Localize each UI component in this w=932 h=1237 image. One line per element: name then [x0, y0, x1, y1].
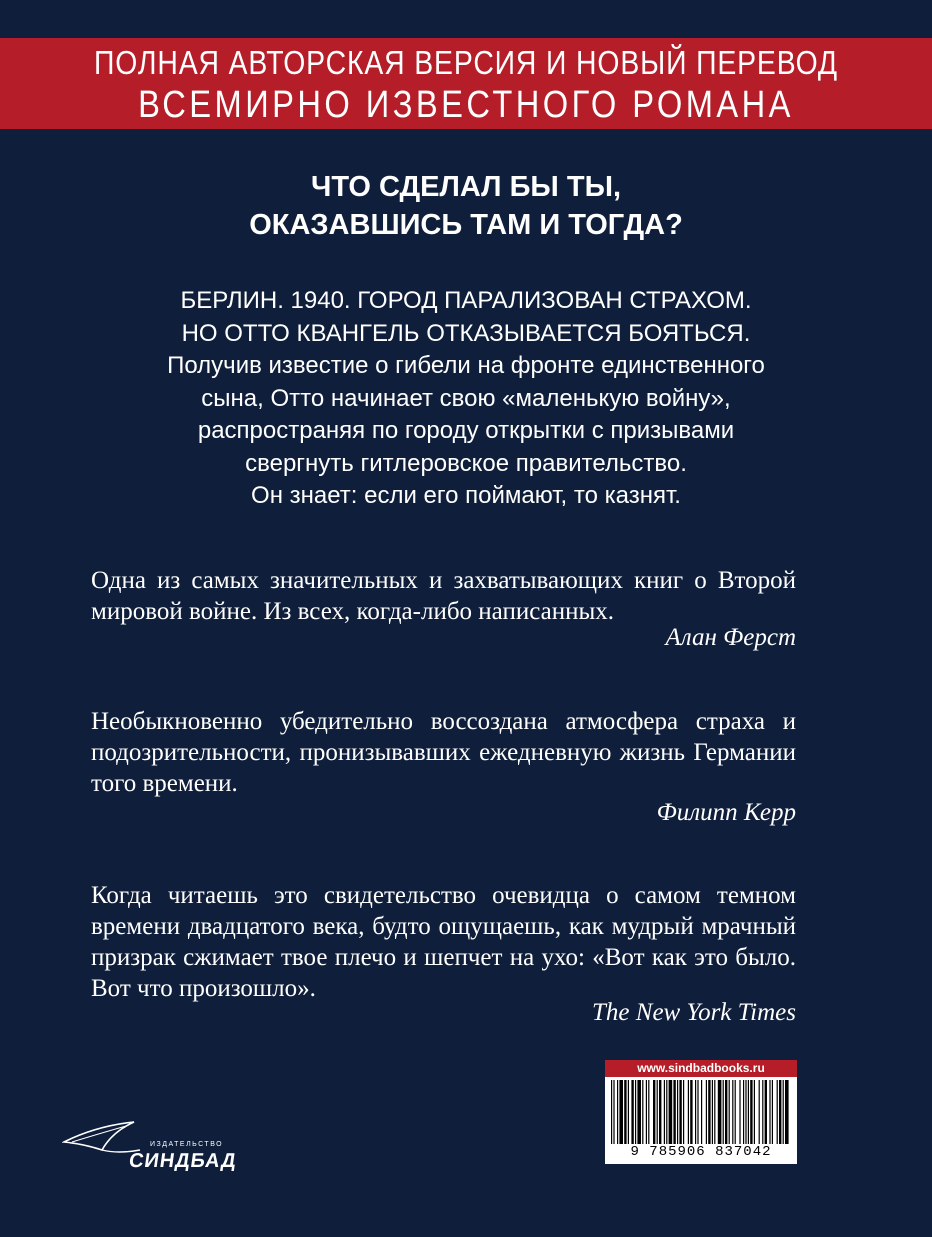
- barcode-bar: [725, 1080, 727, 1144]
- review-author-3: The New York Times: [592, 999, 796, 1026]
- blurb-line: Он знает: если его поймают, то казнят.: [251, 482, 681, 509]
- blurb-line: сына, Отто начинает свою «маленькую войну»,: [201, 385, 731, 412]
- barcode-bar: [701, 1080, 702, 1144]
- barcode-bar: [619, 1080, 623, 1144]
- barcode-bar: [631, 1080, 633, 1144]
- barcode-bar: [729, 1080, 730, 1144]
- barcode-bar: [750, 1080, 752, 1144]
- barcode-bar: [657, 1080, 658, 1144]
- barcode-bar: [732, 1080, 733, 1144]
- isbn-number: 9 785906 837042: [630, 1144, 772, 1160]
- barcode-bar: [688, 1080, 689, 1144]
- barcode-bar: [769, 1080, 770, 1144]
- barcode-bar: [690, 1080, 692, 1144]
- website-link[interactable]: www.sindbadbooks.ru: [605, 1060, 797, 1077]
- barcode-bar: [617, 1080, 618, 1144]
- barcode-bar: [739, 1080, 740, 1144]
- barcode-bar: [642, 1080, 643, 1144]
- barcode-bar: [723, 1080, 724, 1144]
- barcode-bar: [745, 1080, 746, 1144]
- publisher-label: ИЗДАТЕЛЬСТВО: [150, 1141, 224, 1148]
- barcode-bar: [712, 1080, 713, 1144]
- barcode-bar: [706, 1080, 707, 1144]
- barcode-bar: [659, 1080, 661, 1144]
- barcode-bar: [653, 1080, 655, 1144]
- barcode-bar: [765, 1080, 767, 1144]
- barcode-bar: [624, 1080, 626, 1144]
- barcode-bar: [673, 1080, 675, 1144]
- banner-line-1: ПОЛНАЯ АВТОРСКАЯ ВЕРСИЯ И НОВЫЙ ПЕРЕВОД: [94, 44, 838, 81]
- barcode-bar: [777, 1080, 778, 1144]
- barcode-bar: [772, 1080, 773, 1144]
- barcode-bar: [743, 1080, 744, 1144]
- barcode-bar: [637, 1080, 641, 1144]
- barcode-bar: [697, 1080, 698, 1144]
- blurb-line: свергнуть гитлеровское правительство.: [245, 450, 687, 477]
- barcode-bar: [718, 1080, 722, 1144]
- barcode-bar: [613, 1080, 614, 1144]
- barcode-bars: [611, 1080, 791, 1144]
- barcode-bar: [666, 1080, 667, 1144]
- barcode-bar: [785, 1080, 789, 1144]
- barcode-bar: [677, 1080, 678, 1144]
- headline-line-2: ОКАЗАВШИСЬ ТАМ И ТОГДА?: [249, 209, 683, 241]
- barcode-bar: [683, 1080, 684, 1144]
- barcode-bar: [754, 1080, 755, 1144]
- barcode-bar: [762, 1080, 763, 1144]
- review-author-2: Филипп Керр: [656, 799, 796, 826]
- publisher-name: СИНДБАД: [127, 1150, 239, 1172]
- barcode-bar: [628, 1080, 629, 1144]
- barcode-bar: [669, 1080, 673, 1144]
- barcode-bar: [611, 1080, 612, 1144]
- barcode-bar: [708, 1080, 710, 1144]
- barcode-bar: [646, 1080, 647, 1144]
- review-quote-1: Одна из самых значительных и захватывающих книг о Второй мировой войне. Из всех, когда-либо написанных.: [91, 567, 796, 625]
- barcode-bar: [783, 1080, 784, 1144]
- barcode-panel: [605, 1060, 797, 1164]
- banner-line-2: ВСЕМИРНО ИЗВЕСТНОГО РОМАНА: [138, 84, 794, 126]
- barcode-bar: [759, 1080, 760, 1144]
- blurb-line: распространяя по городу открытки с призывами: [197, 417, 735, 444]
- blurb-line: Получив известие о гибели на фронте единственного: [167, 352, 765, 379]
- barcode-bar: [779, 1080, 781, 1144]
- barcode-bar: [695, 1080, 696, 1144]
- review-author-1: Алан Ферст: [665, 624, 796, 651]
- barcode-bar: [748, 1080, 749, 1144]
- barcode-bar: [735, 1080, 736, 1144]
- barcode-bar: [714, 1080, 715, 1144]
- barcode-bar: [635, 1080, 636, 1144]
- review-quote-3: Когда читаешь это свидетельство очевидца о самом темном времени двадцатого века, будто ощущаешь, как мудрый мрачный призрак сжимает твое плечо и шепчет на ухо: «Вот как это было. Вот что произошло».: [91, 882, 796, 1002]
- headline-line-1: ЧТО СДЕЛАЛ БЫ ТЫ,: [310, 171, 622, 203]
- blurb-line: НО ОТТО КВАНГЕЛЬ ОТКАЗЫВАЕТСЯ БОЯТЬСЯ.: [181, 320, 751, 347]
- barcode-bar: [664, 1080, 665, 1144]
- blurb-line: БЕРЛИН. 1940. ГОРОД ПАРАЛИЗОВАН СТРАХОМ.: [180, 287, 752, 314]
- barcode-bar: [679, 1080, 681, 1144]
- review-quote-2: Необыкновенно убедительно воссоздана атмосфера страха и подозрительности, пронизывавших ежедневную жизнь Германии того времени.: [91, 708, 796, 797]
- barcode-bar: [648, 1080, 649, 1144]
